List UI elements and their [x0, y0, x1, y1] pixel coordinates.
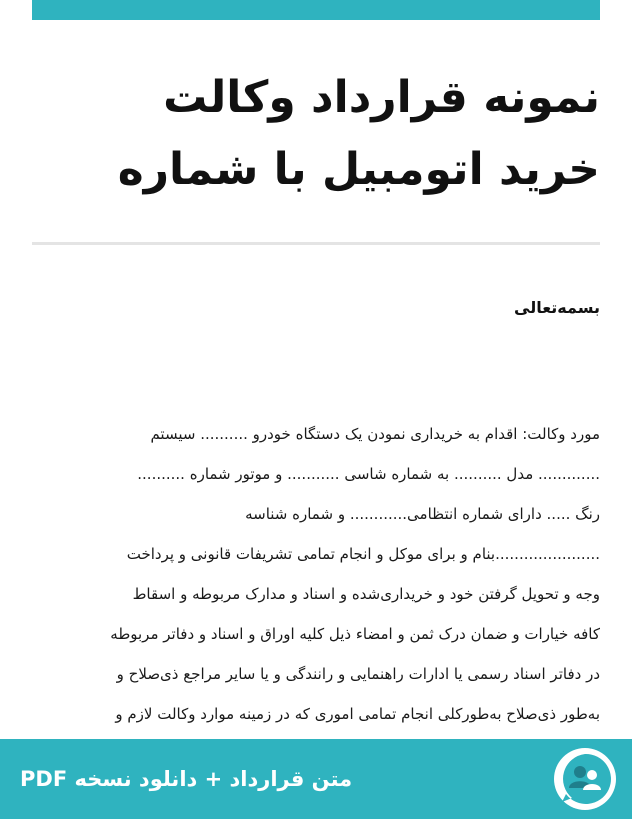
page-title-line-2: خرید اتومبیل با شماره: [117, 144, 600, 195]
users-chat-icon: [554, 748, 616, 810]
contract-line: به‌طور ذی‌صلاح به‌طورکلی انجام تمامی اموری که در زمینه موارد وکالت لازم و: [115, 705, 600, 723]
contract-line: رنگ ..... دارای شماره انتظامی............ و شماره شناسه: [245, 505, 600, 523]
page-title-line-1: نمونه قرارداد وکالت: [163, 72, 600, 123]
contract-line: ......................بنام و برای موکل و انجام تمامی تشریفات قانونی و پرداخت: [126, 545, 600, 563]
contract-line: وجه و تحویل گرفتن خود و خریداری‌شده و اسناد و مدارک مربوطه و اسقاط: [132, 585, 600, 603]
logo-graphic: [554, 748, 616, 810]
logo-person-left-head: [574, 766, 586, 778]
logo-bubble: [562, 754, 611, 804]
page-title: [32, 62, 600, 206]
top-accent-bar: [32, 0, 600, 20]
contract-body: [32, 414, 600, 734]
download-banner[interactable]: [0, 739, 632, 819]
bismillah-heading: بسمه‌تعالی: [514, 298, 600, 317]
contract-line: کافه خیارات و ضمان درک ثمن و امضاء ذیل کلیه اوراق و اسناد و دفاتر مربوطه: [110, 625, 600, 643]
logo-person-right-head: [587, 770, 597, 780]
contract-line: در دفاتر اسناد رسمی یا ادارات راهنمایی و رانندگی و یا سایر مراجع ذی‌صلاح و: [116, 665, 600, 683]
download-pdf-link[interactable]: متن قرارداد + دانلود نسخه PDF: [20, 767, 353, 791]
title-divider: [32, 242, 600, 245]
contract-line: ............. مدل .......... به شماره شاسی ........... و موتور شماره ..........: [137, 465, 600, 483]
contract-line: مورد وکالت: اقدام به خریداری نمودن یک دستگاه خودرو .......... سیستم: [150, 425, 600, 443]
